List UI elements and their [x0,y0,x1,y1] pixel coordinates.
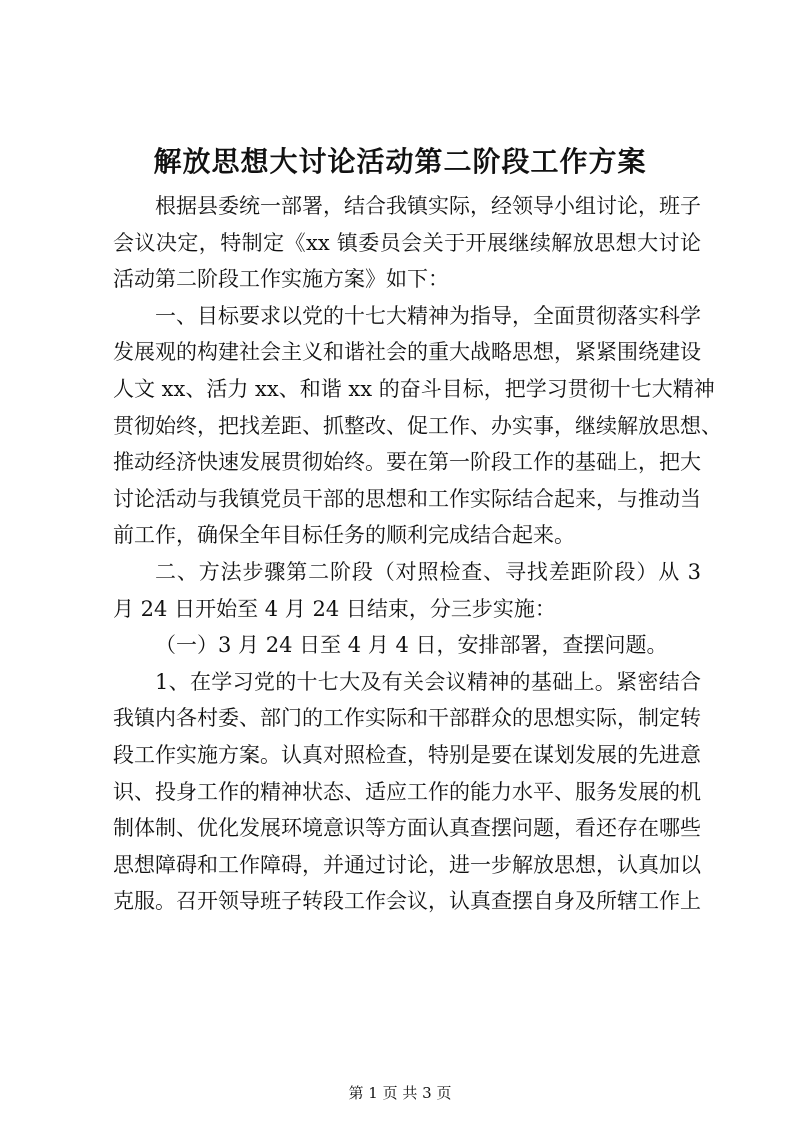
text-line: 推动经济快速发展贯彻始终。要在第一阶段工作的基础上，把大 [113,450,701,475]
text-line: 思想障碍和工作障碍，并通过讨论，进一步解放思想，认真加以 [113,852,701,877]
text-line: 识、投身工作的精神状态、适应工作的能力水平、服务发展的机 [113,779,701,804]
text-line: 段工作实施方案。认真对照检查，特别是要在谋划发展的先进意 [113,742,701,767]
page-title: 解放思想大讨论活动第二阶段工作方案 [153,145,647,178]
text-line: 活动第二阶段工作实施方案》如下： [113,267,449,292]
text-line: 二、方法步骤第二阶段（对照检查、寻找差距阶段）从 3 [155,559,701,584]
document-body [113,188,722,920]
page-footer: 第 1 页 共 3 页 [348,1084,452,1102]
text-line: 一、目标要求以党的十七大精神为指导，全面贯彻落实科学 [155,303,701,328]
text-line: 1、在学习党的十七大及有关会议精神的基础上。紧密结合 [155,669,701,694]
text-line: 贯彻始终，把找差距、抓整改、促工作、办实事，继续解放思想、 [113,413,722,438]
text-line: 发展观的构建社会主义和谐社会的重大战略思想，紧紧围绕建设 [113,340,701,365]
text-line: 月 24 日开始至 4 月 24 日结束，分三步实施： [113,596,556,621]
text-line: 制体制、优化发展环境意识等方面认真查摆问题，看还存在哪些 [113,816,701,841]
text-line: 我镇内各村委、部门的工作实际和干部群众的思想实际，制定转 [113,706,701,731]
text-line: 前工作，确保全年目标任务的顺利完成结合起来。 [113,523,575,548]
text-line: 克服。召开领导班子转段工作会议，认真查摆自身及所辖工作上 [113,889,701,914]
text-line: （一）3 月 24 日至 4 月 4 日，安排部署，查摆问题。 [155,633,668,658]
text-line: 人文 xx、活力 xx、和谐 xx 的奋斗目标，把学习贯彻十七大精神 [113,376,715,401]
text-line: 根据县委统一部署，结合我镇实际，经领导小组讨论，班子 [155,194,701,218]
text-line: 讨论活动与我镇党员干部的思想和工作实际结合起来，与推动当 [113,486,701,511]
text-line: 会议决定，特制定《xx 镇委员会关于开展继续解放思想大讨论 [113,230,701,255]
